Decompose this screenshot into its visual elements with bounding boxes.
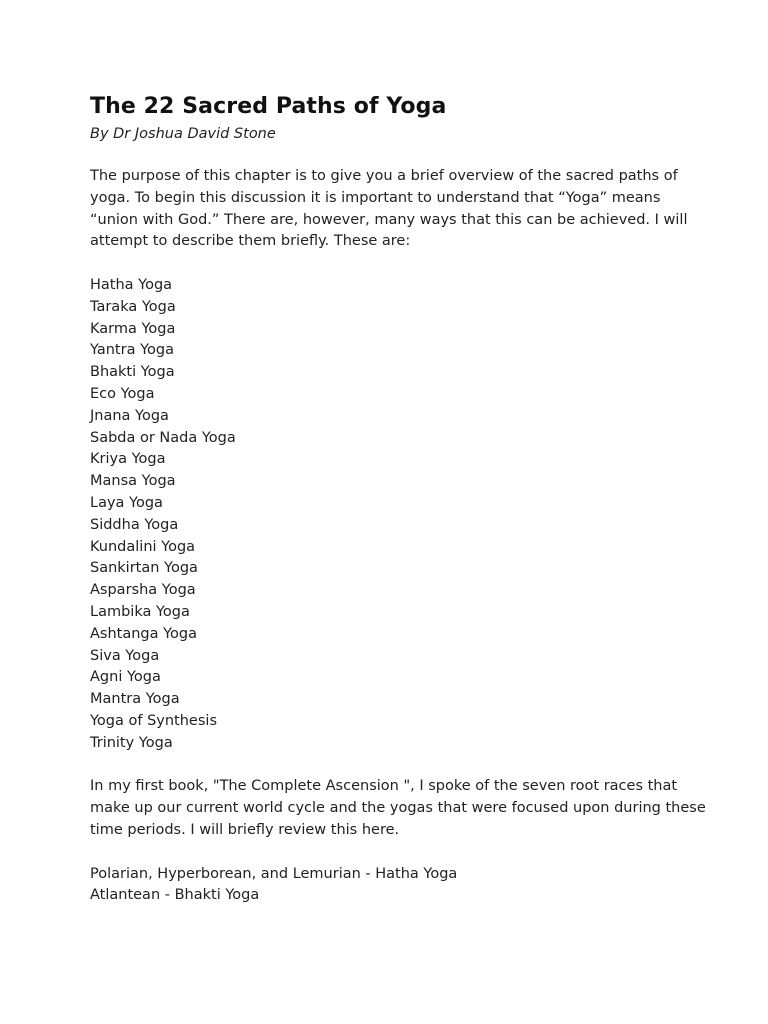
list-item: Lambika Yoga bbox=[90, 603, 190, 620]
list-item: Trinity Yoga bbox=[90, 734, 173, 751]
list-item: Jnana Yoga bbox=[90, 407, 169, 424]
list-item: Asparsha Yoga bbox=[90, 582, 196, 599]
list-item: Taraka Yoga bbox=[90, 298, 176, 315]
list-item: Bhakti Yoga bbox=[90, 364, 175, 381]
list-item: Yantra Yoga bbox=[90, 342, 174, 359]
list-item: Sabda or Nada Yoga bbox=[90, 429, 236, 446]
yoga-list bbox=[90, 275, 710, 755]
document-page bbox=[90, 92, 710, 929]
second-paragraph: In my first book, "The Complete Ascension ", I spoke of the seven root races that make up our current world cycle and the yogas that were focused upon during these time periods. I will briefly review this here. bbox=[90, 778, 706, 838]
document-author: By Dr Joshua David Stone bbox=[90, 126, 276, 142]
list-item: Karma Yoga bbox=[90, 320, 176, 337]
list-item: Yoga of Synthesis bbox=[90, 712, 217, 729]
list-item: Mantra Yoga bbox=[90, 691, 180, 708]
list-item: Polarian, Hyperborean, and Lemurian - Hatha Yoga bbox=[90, 865, 458, 882]
list-item: Hatha Yoga bbox=[90, 276, 173, 293]
list-item: Eco Yoga bbox=[90, 385, 155, 402]
list-item: Kriya Yoga bbox=[90, 451, 166, 468]
list-item: Sankirtan Yoga bbox=[90, 560, 198, 577]
intro-paragraph: The purpose of this chapter is to give you a brief overview of the sacred paths of yoga. To begin this discussion it is important to understand that “Yoga” means “union with God.” There are, however, many ways that this can be achieved. I will attempt to describe them briefly. These are: bbox=[90, 168, 688, 250]
list-item: Mansa Yoga bbox=[90, 473, 176, 490]
document-title: The 22 Sacred Paths of Yoga bbox=[90, 94, 447, 119]
list-item: Agni Yoga bbox=[90, 669, 161, 686]
list-item: Kundalini Yoga bbox=[90, 538, 196, 555]
list-item: Siva Yoga bbox=[90, 647, 160, 664]
list-item: Siddha Yoga bbox=[90, 516, 179, 533]
list-item: Ashtanga Yoga bbox=[90, 625, 198, 642]
root-race-list bbox=[90, 864, 710, 908]
list-item: Laya Yoga bbox=[90, 494, 163, 511]
list-item: Atlantean - Bhakti Yoga bbox=[90, 887, 260, 904]
